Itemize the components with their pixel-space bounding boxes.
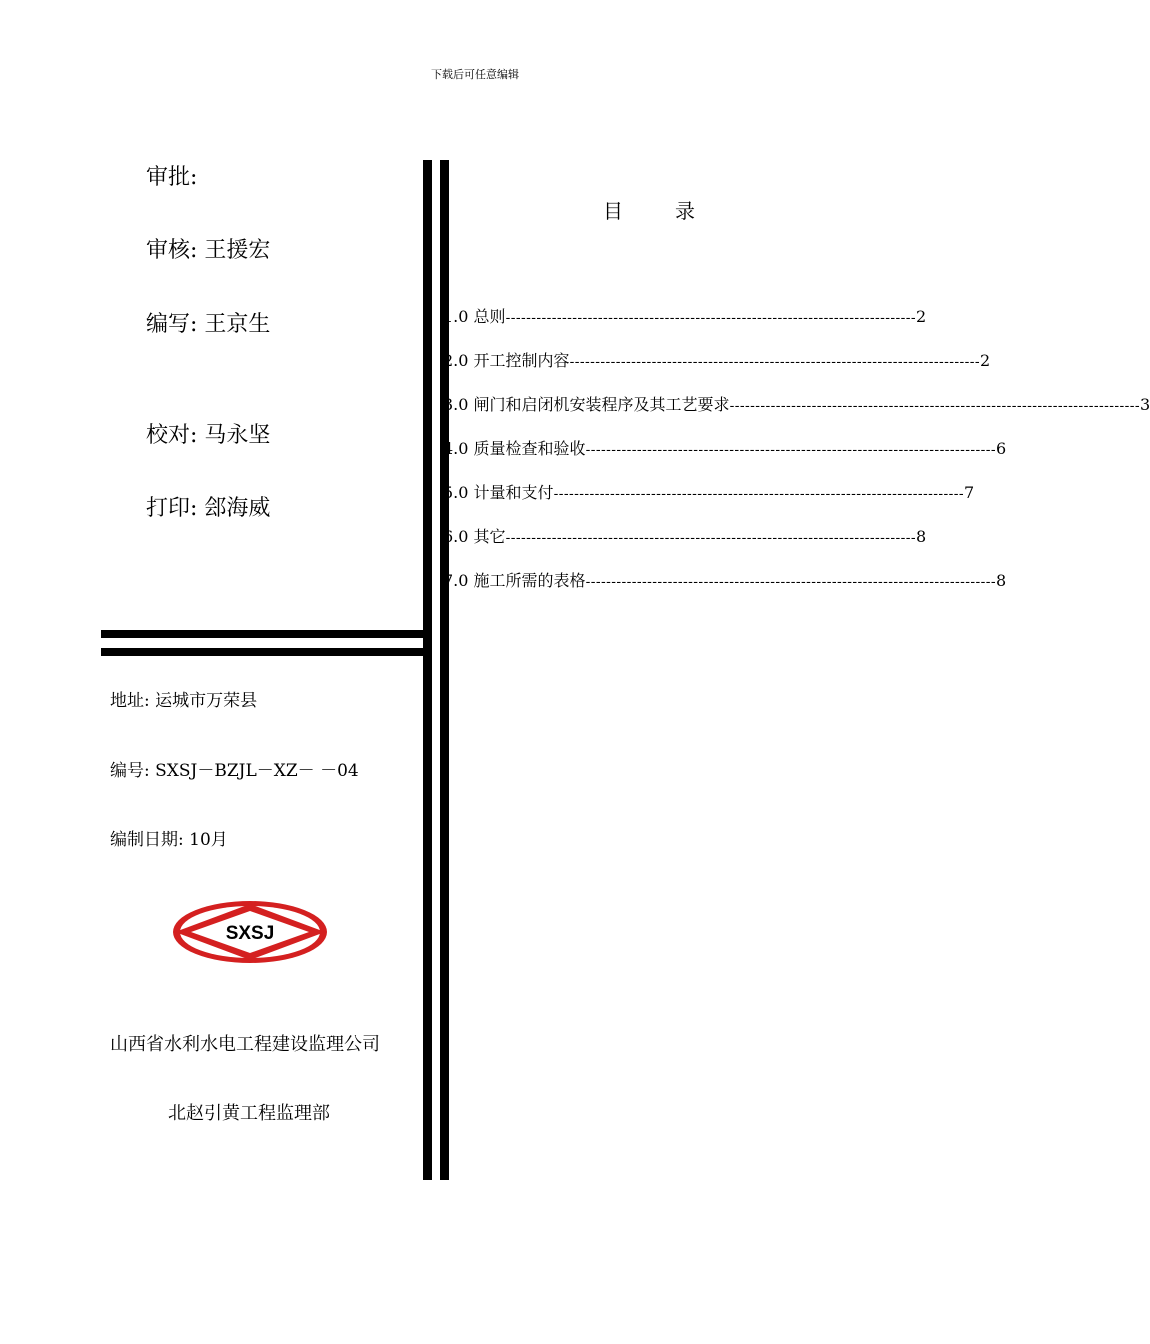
toc-item-title: 质量检查和验收 — [473, 439, 586, 458]
toc-item-title: 总则 — [473, 307, 506, 326]
toc-leader: -------------------------------------------------------------------------------- — [585, 574, 996, 590]
signature-approve — [146, 160, 197, 191]
toc-item-label — [443, 524, 506, 547]
vertical-divider-left — [423, 160, 432, 1180]
logo-text: SXSJ — [225, 923, 275, 944]
toc-item-title: 其它 — [473, 527, 506, 546]
toc-item-title: 闸门和启闭机安装程序及其工艺要求 — [473, 395, 730, 414]
toc-item-page: 8 — [916, 527, 927, 546]
toc-item[interactable] — [443, 392, 1150, 414]
toc-item-number: 6.0 — [443, 527, 469, 546]
signature-review — [146, 233, 270, 264]
toc-item-label — [443, 436, 586, 459]
toc-leader: -------------------------------------------------------------------------------- — [585, 442, 996, 458]
signature-name: 王援宏 — [204, 238, 271, 263]
signature-label: 编写: — [146, 312, 198, 337]
toc-item-title: 计量和支付 — [473, 483, 554, 502]
company-logo — [170, 898, 330, 966]
signature-label: 打印: — [146, 496, 198, 521]
toc-item[interactable] — [443, 568, 1007, 590]
toc-item-number: 1.0 — [443, 307, 469, 326]
signature-name: 郐海威 — [204, 496, 271, 521]
signature-label: 校对: — [146, 423, 198, 448]
toc-item-page: 7 — [964, 483, 975, 502]
toc-item-label — [443, 348, 570, 371]
toc-item-title: 施工所需的表格 — [473, 571, 586, 590]
signature-print — [146, 491, 270, 522]
toc-title — [603, 195, 695, 224]
horizontal-divider-top — [101, 630, 428, 638]
toc-item-page: 6 — [996, 439, 1007, 458]
toc-item-title: 开工控制内容 — [473, 351, 570, 370]
toc-leader: -------------------------------------------------------------------------------- — [569, 354, 980, 370]
address-line: 地址: 运城市万荣县 — [110, 691, 258, 711]
signature-author — [146, 307, 270, 338]
toc-leader: -------------------------------------------------------------------------------- — [729, 398, 1140, 414]
toc-leader: -------------------------------------------------------------------------------- — [505, 310, 916, 326]
header-note: 下载后可任意编辑 — [431, 68, 519, 81]
toc-item-number: 2.0 — [443, 351, 469, 370]
toc-leader: -------------------------------------------------------------------------------- — [505, 530, 916, 546]
signature-name: 马永坚 — [204, 423, 271, 448]
document-code: 编号: SXSJ－BZJL－XZ－ －04 — [110, 761, 359, 781]
toc-item[interactable] — [443, 436, 1007, 458]
toc-item-label — [443, 304, 506, 327]
department-name: 北赵引黄工程监理部 — [168, 1103, 330, 1124]
toc-item[interactable] — [443, 524, 927, 546]
signature-label: 审核: — [146, 238, 198, 263]
signature-label: 审批: — [146, 165, 198, 190]
toc-item-label — [443, 480, 554, 503]
company-name: 山西省水利水电工程建设监理公司 — [110, 1034, 380, 1055]
toc-title-char: 录 — [675, 199, 695, 223]
toc-item-page: 2 — [980, 351, 991, 370]
toc-item[interactable] — [443, 480, 975, 502]
toc-item-page: 3 — [1140, 395, 1150, 414]
toc-item[interactable] — [443, 348, 991, 370]
toc-item-number: 7.0 — [443, 571, 469, 590]
compile-date: 编制日期: 10月 — [110, 830, 228, 850]
toc-item-label — [443, 568, 586, 591]
toc-item-page: 8 — [996, 571, 1007, 590]
toc-item-number: 5.0 — [443, 483, 469, 502]
signature-proofread — [146, 418, 270, 449]
horizontal-divider-bottom — [101, 648, 428, 656]
toc-title-char: 目 — [603, 199, 623, 223]
toc-item-page: 2 — [916, 307, 927, 326]
toc-leader: -------------------------------------------------------------------------------- — [553, 486, 964, 502]
signature-name: 王京生 — [204, 312, 271, 337]
toc-item-number: 4.0 — [443, 439, 469, 458]
toc-item-label — [443, 392, 730, 415]
toc-item[interactable] — [443, 304, 927, 326]
toc-item-number: 3.0 — [443, 395, 469, 414]
